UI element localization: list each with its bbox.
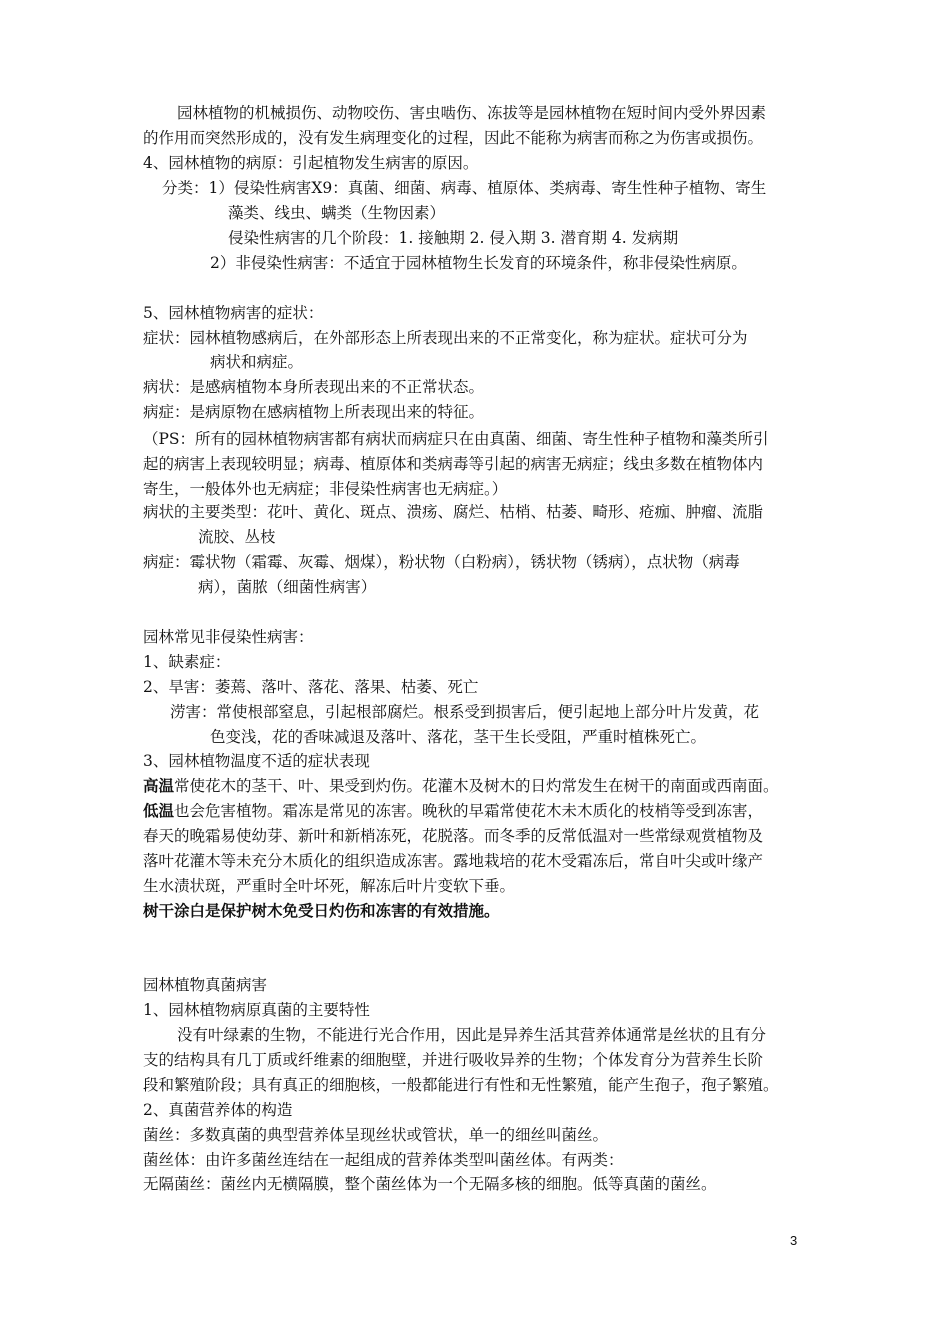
- text-span: 常使花木的茎干、叶、果受到灼伤。花灌木及树木的日灼常发生在树干的南面或西南面。: [174, 777, 779, 795]
- text-line: 病状：是感病植物本身所表现出来的不正常状态。: [143, 378, 485, 396]
- section-heading: 园林常见非侵染性病害：: [143, 628, 314, 646]
- text-line: 起的病害上表现较明显；病毒、植原体和类病毒等引起的病害无病症；线虫多数在植物体内: [143, 455, 764, 473]
- text-line: 没有叶绿素的生物，不能进行光合作用，因此是异养生活其营养体通常是丝状的且有分: [177, 1026, 767, 1044]
- bold-statement: 树干涂白是保护树木免受日灼伤和冻害的有效措施。: [143, 901, 500, 920]
- text-line: 病），菌脓（细菌性病害）: [198, 578, 377, 596]
- text-line: 1、园林植物病原真菌的主要特性: [143, 1001, 370, 1019]
- text-line: 2、旱害：萎蔫、落叶、落花、落果、枯萎、死亡: [143, 678, 479, 696]
- text-line: 落叶花灌木等未充分木质化的组织造成冻害。露地栽培的花木受霜冻后，常自叶尖或叶缘产: [143, 852, 764, 870]
- bold-term: 高温: [143, 776, 175, 795]
- text-line: [143, 774, 779, 798]
- text-line: 涝害：常使根部窒息，引起根部腐烂。根系受到损害后，便引起地上部分叶片发黄，花: [170, 703, 760, 721]
- text-line: [143, 799, 763, 823]
- text-line: 2、真菌营养体的构造: [143, 1101, 293, 1119]
- text-line: 菌丝体：由许多菌丝连结在一起组成的营养体类型叫菌丝体。有两类：: [143, 1151, 624, 1169]
- text-line: 色变浅，花的香味减退及落叶、落花，茎干生长受阻，严重时植株死亡。: [210, 728, 707, 746]
- text-line: 段和繁殖阶段；具有真正的细胞核，一般都能进行有性和无性繁殖，能产生孢子，孢子繁殖。: [143, 1076, 779, 1094]
- text-line: 园林植物的机械损伤、动物咬伤、害虫啮伤、冻拔等是园林植物在短时间内受外界因素: [177, 104, 767, 122]
- text-line: 病症：是病原物在感病植物上所表现出来的特征。: [143, 403, 485, 421]
- text-line: 1、缺素症：: [143, 653, 231, 671]
- text-line: 藻类、线虫、螨类（生物因素）: [228, 204, 446, 222]
- text-line: 分类：1）侵染性病害X9：真菌、细菌、病毒、植原体、类病毒、寄生性种子植物、寄生: [162, 179, 767, 197]
- text-line: 流胶、丛枝: [198, 528, 276, 546]
- text-line: 菌丝：多数真菌的典型营养体呈现丝状或管状，单一的细丝叫菌丝。: [143, 1126, 609, 1144]
- text-span: 也会危害植物。霜冻是常见的冻害。晚秋的早霜常使花木未木质化的枝梢等受到冻害，: [174, 802, 764, 820]
- text-line: 的作用而突然形成的，没有发生病理变化的过程，因此不能称为病害而称之为伤害或损伤。: [143, 129, 764, 147]
- text-line: 无隔菌丝：菌丝内无横隔膜，整个菌丝体为一个无隔多核的细胞。低等真菌的菌丝。: [143, 1175, 717, 1193]
- text-line: 侵染性病害的几个阶段：1. 接触期 2. 侵入期 3. 潜育期 4. 发病期: [228, 229, 679, 247]
- text-line: 病症：霉状物（霜霉、灰霉、烟煤），粉状物（白粉病），锈状物（锈病），点状物（病毒: [143, 553, 740, 571]
- text-line: 4、园林植物的病原：引起植物发生病害的原因。: [143, 154, 479, 172]
- section-heading: 5、园林植物病害的症状：: [143, 304, 324, 322]
- text-line: 病状的主要类型：花叶、黄化、斑点、溃疡、腐烂、枯梢、枯萎、畸形、疮痂、肿瘤、流脂: [143, 503, 764, 521]
- text-line: 寄生，一般体外也无病症；非侵染性病害也无病症。）: [143, 480, 508, 498]
- text-line: 病状和病症。: [210, 353, 304, 371]
- text-line: 3、园林植物温度不适的症状表现: [143, 752, 370, 770]
- text-line: （PS：所有的园林植物病害都有病状而病症只在由真菌、细菌、寄生性种子植物和藻类所引: [143, 430, 769, 448]
- text-line: 2）非侵染性病害：不适宜于园林植物生长发育的环境条件，称非侵染性病原。: [210, 254, 747, 272]
- text-line: 春天的晚霜易使幼芽、新叶和新梢冻死，花脱落。而冬季的反常低温对一些常绿观赏植物及: [143, 827, 764, 845]
- text-line: 生水渍状斑，严重时全叶坏死，解冻后叶片变软下垂。: [143, 877, 516, 895]
- page-number: 3: [790, 1233, 798, 1248]
- bold-term: 低温: [143, 801, 175, 820]
- text-line: 症状：园林植物感病后，在外部形态上所表现出来的不正常变化，称为症状。症状可分为: [143, 329, 748, 347]
- section-heading: 园林植物真菌病害: [143, 976, 268, 994]
- text-line: 支的结构具有几丁质或纤维素的细胞壁，并进行吸收异养的生物；个体发育分为营养生长阶: [143, 1051, 764, 1069]
